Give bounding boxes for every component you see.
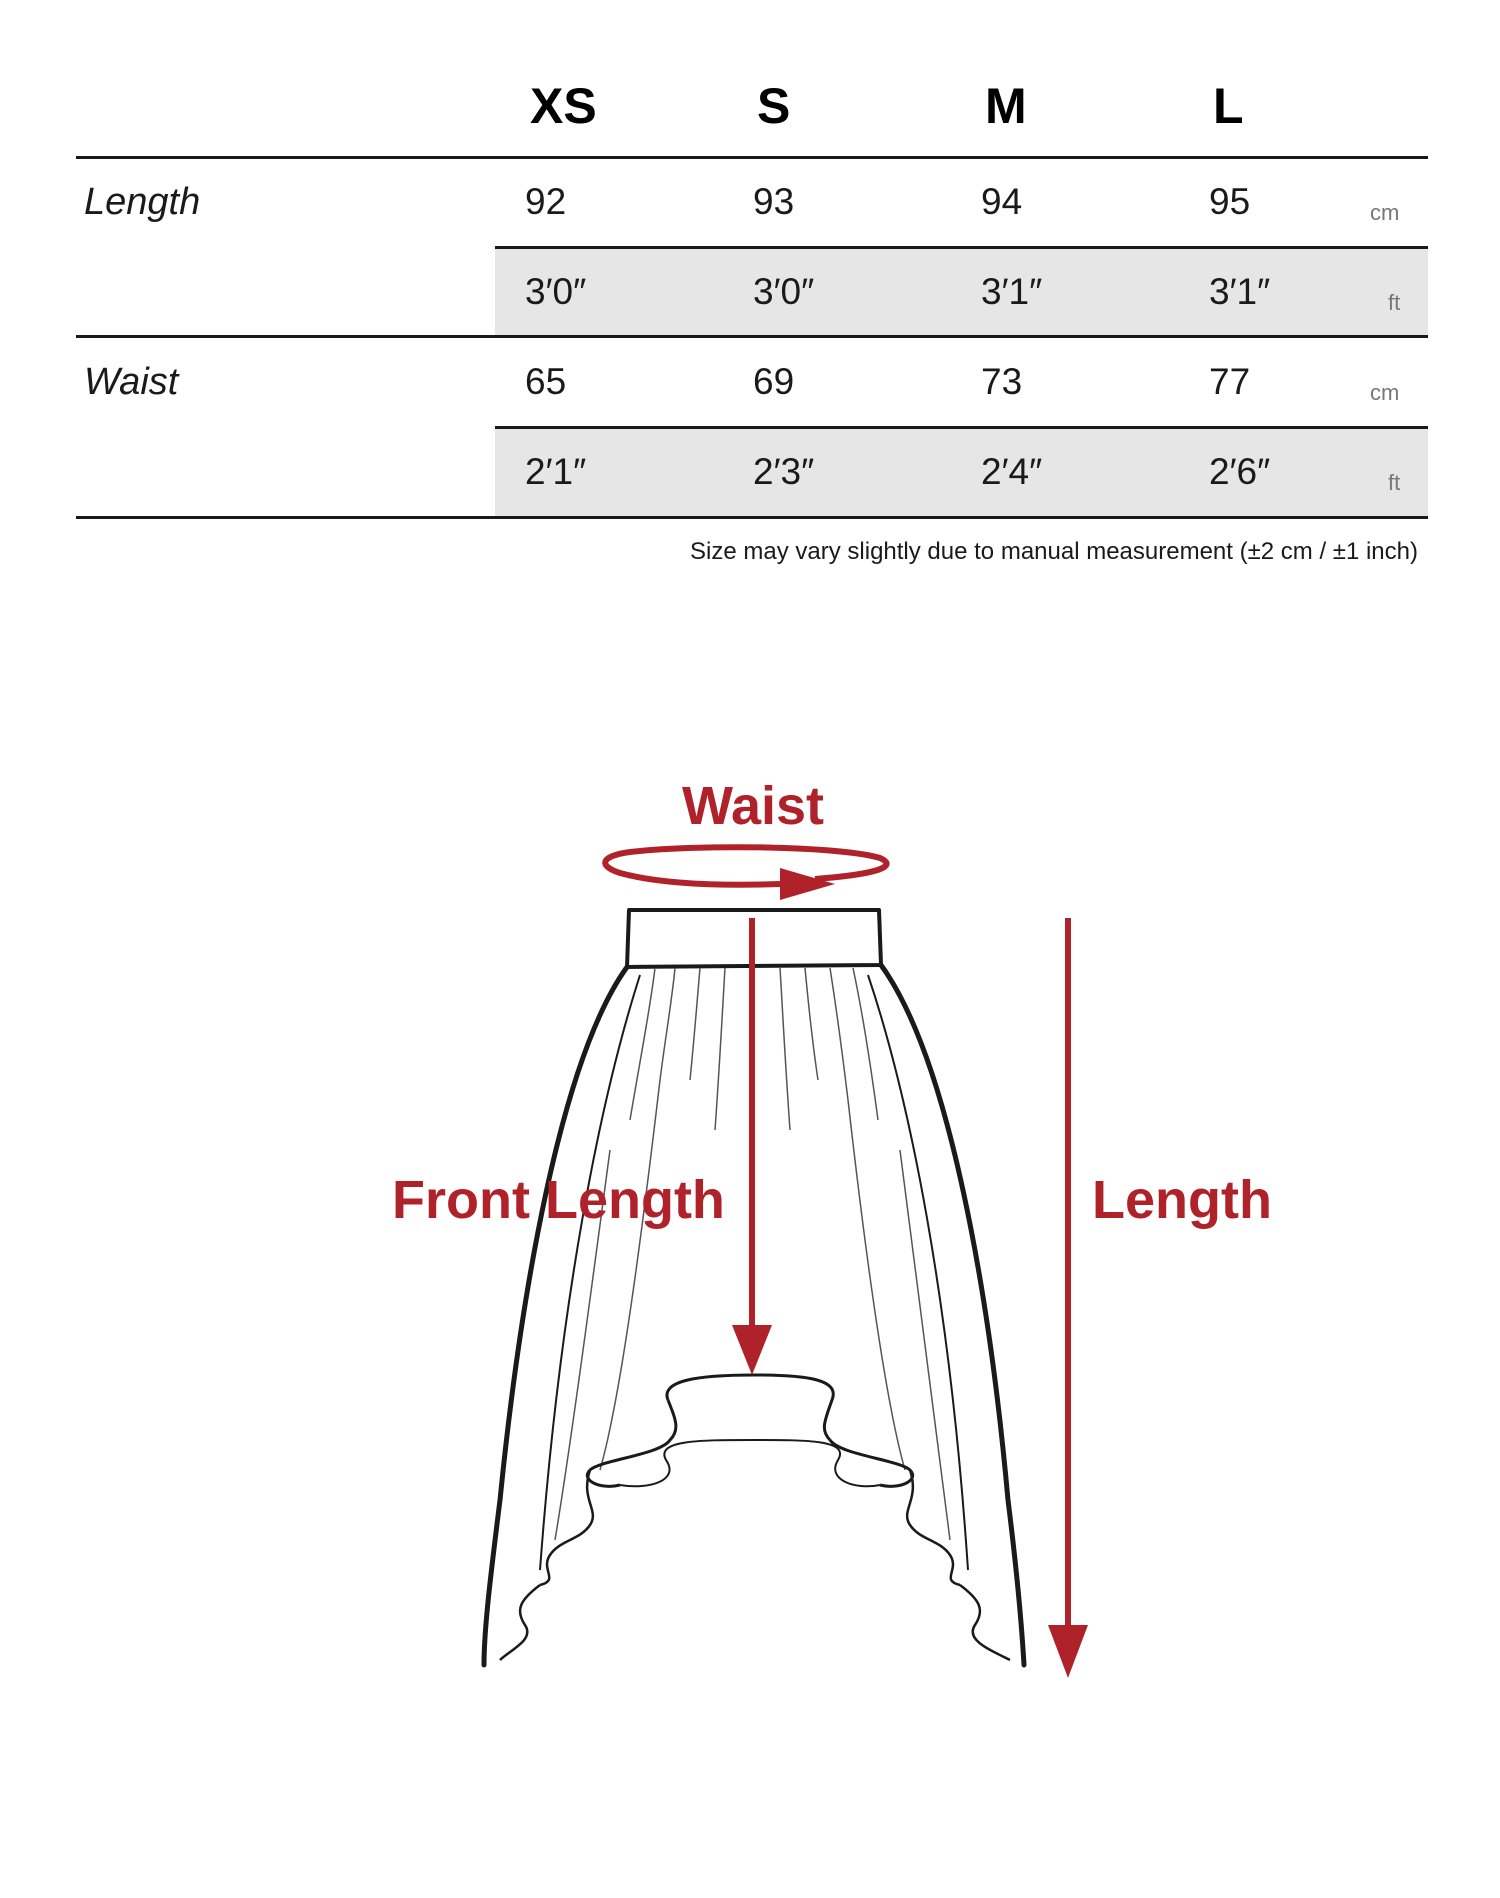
size-header-xs: XS [530, 78, 597, 134]
unit-cm: cm [1370, 200, 1400, 225]
waist-cm-l: 77 [1209, 361, 1251, 402]
length-ft-m: 3′1″ [981, 271, 1043, 312]
waist-label: Waist [682, 776, 825, 836]
length-arrow [1048, 918, 1088, 1678]
waist-cm-m: 73 [981, 361, 1023, 402]
front-length-label: Front Length [392, 1170, 725, 1230]
waist-ft-m: 2′4″ [981, 451, 1043, 492]
length-cm-s: 93 [753, 181, 795, 222]
size-header-m: M [985, 78, 1027, 134]
waist-measure-arrow [605, 847, 886, 900]
size-header-l: L [1213, 78, 1244, 134]
length-ft-l: 3′1″ [1209, 271, 1271, 312]
measurement-note: Size may vary slightly due to manual measurement (±2 cm / ±1 inch) [690, 538, 1418, 565]
unit-cm: cm [1370, 380, 1400, 405]
waist-ft-xs: 2′1″ [525, 451, 587, 492]
front-length-arrow [732, 918, 772, 1375]
length-ft-s: 3′0″ [753, 271, 815, 312]
length-cm-xs: 92 [525, 181, 567, 222]
length-cm-m: 94 [981, 181, 1023, 222]
unit-ft: ft [1388, 470, 1401, 495]
length-label: Length [1092, 1170, 1272, 1230]
length-ft-xs: 3′0″ [525, 271, 587, 312]
waist-ft-s: 2′3″ [753, 451, 815, 492]
size-header-s: S [757, 78, 791, 134]
waist-cm-xs: 65 [525, 361, 567, 402]
waist-cm-s: 69 [753, 361, 795, 402]
row-label-waist: Waist [84, 361, 179, 403]
row-label-length: Length [84, 181, 201, 223]
waist-ft-l: 2′6″ [1209, 451, 1271, 492]
length-cm-l: 95 [1209, 181, 1251, 222]
unit-ft: ft [1388, 290, 1401, 315]
